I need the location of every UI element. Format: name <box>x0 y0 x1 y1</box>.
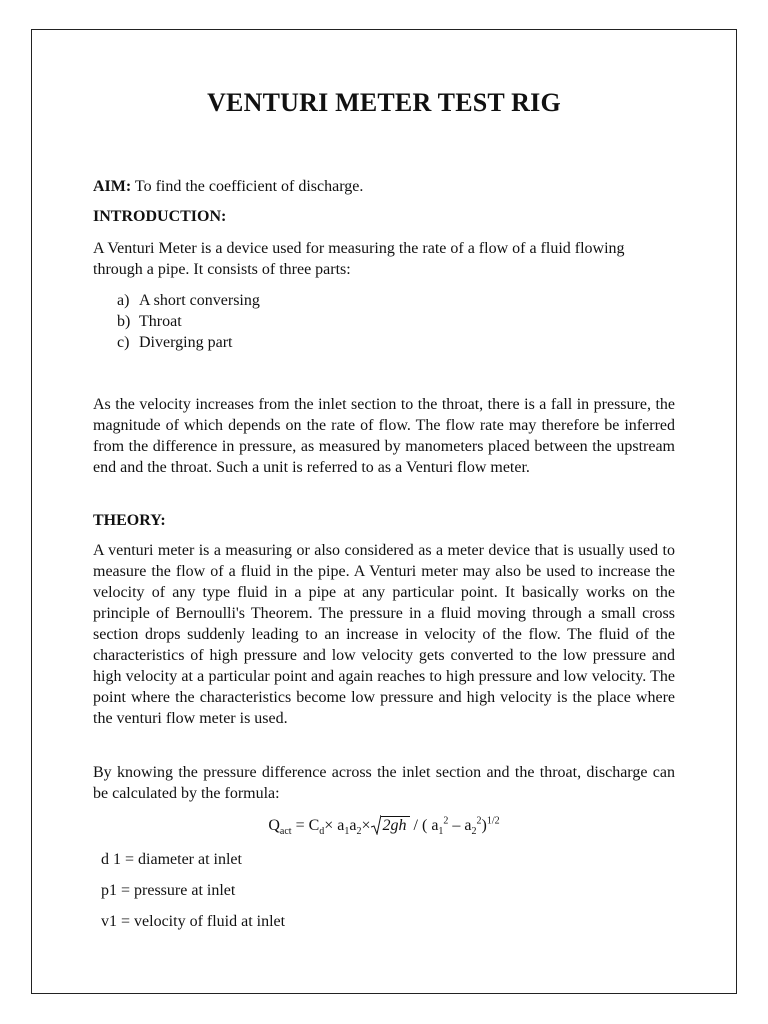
list-marker: c) <box>117 334 130 351</box>
list-item-text: Diverging part <box>139 334 233 351</box>
definition-v1: v1 = velocity of fluid at inlet <box>101 913 286 930</box>
introduction-heading: INTRODUCTION: <box>93 208 227 225</box>
formula-q: Q <box>268 817 280 834</box>
formula-close: ) <box>481 817 487 834</box>
list-marker: a) <box>117 292 130 309</box>
formula-cd-sub: d <box>319 826 325 838</box>
definition-d1: d 1 = diameter at inlet <box>101 851 242 868</box>
sqrt-radicand: 2gh <box>381 816 410 834</box>
formula-sq1: 2 <box>443 815 449 827</box>
formula-a2b-sub: 2 <box>471 826 477 838</box>
formula-sq2: 2 <box>476 815 482 827</box>
aim-text: To find the coefficient of discharge. <box>131 178 364 195</box>
formula-a1-sub: 1 <box>344 826 350 838</box>
theory-paragraph: A venturi meter is a measuring or also considered as a meter device that is usually used to measure the flow of a fluid in the pipe. A Venturi meter may also be used to increase the velocity of any type fluid in a pipe at any particular point. It basically works on the principle of Bernoulli's Theorem. The pressure in a fluid moving through a small cross section drops suddenly leading to an increase in velocity of the flow. The fluid of the characteristics of high pressure and low velocity gets converted to the low pressure and high velocity at a particular point and again reaches to high pressure and low velocity. The point where the characteristics become low pressure and high velocity is the place where the venturi flow meter is used. <box>93 542 675 727</box>
formula-divide: / ( a <box>409 817 439 834</box>
formula-times-a1: × a <box>324 817 345 834</box>
list-item <box>117 290 260 311</box>
parts-list <box>117 290 260 353</box>
list-item-text: Throat <box>139 313 182 330</box>
list-item-text: A short conversing <box>139 292 260 309</box>
formula-intro-paragraph: By knowing the pressure difference across the inlet section and the throat, discharge can be calculated by the formula: <box>93 764 675 802</box>
document-title: VENTURI METER TEST RIG <box>207 88 561 117</box>
formula-equals: = C <box>291 817 320 834</box>
sqrt-sign <box>371 815 410 835</box>
aim-label: AIM: <box>93 178 132 195</box>
list-item <box>117 311 260 332</box>
list-item <box>117 332 260 353</box>
formula-a2: a <box>349 817 357 834</box>
discharge-formula <box>0 815 768 837</box>
radical-icon <box>371 815 381 835</box>
introduction-paragraph: A Venturi Meter is a device used for measuring the rate of a flow of a fluid flowing through a pipe. It consists of three parts: <box>93 240 625 278</box>
formula-times: × <box>361 817 371 834</box>
list-marker: b) <box>117 313 131 330</box>
venturi-flow-paragraph: As the velocity increases from the inlet section to the throat, there is a fall in pressure, the magnitude of which depends on the rate of flow. The flow rate may therefore be inferred from the difference in pressure, as measured by manometers placed between the upstream end and the throat. Such a unit is referred to as a Venturi flow meter. <box>93 396 675 476</box>
definition-p1: p1 = pressure at inlet <box>101 882 236 899</box>
aim-line <box>93 176 675 197</box>
formula-power: 1/2 <box>486 815 500 827</box>
formula-q-sub: act <box>279 826 292 838</box>
formula-a1b-sub: 1 <box>438 826 444 838</box>
theory-heading: THEORY: <box>93 512 166 529</box>
formula-minus: – a <box>448 817 472 834</box>
formula-a2-sub: 2 <box>356 826 362 838</box>
